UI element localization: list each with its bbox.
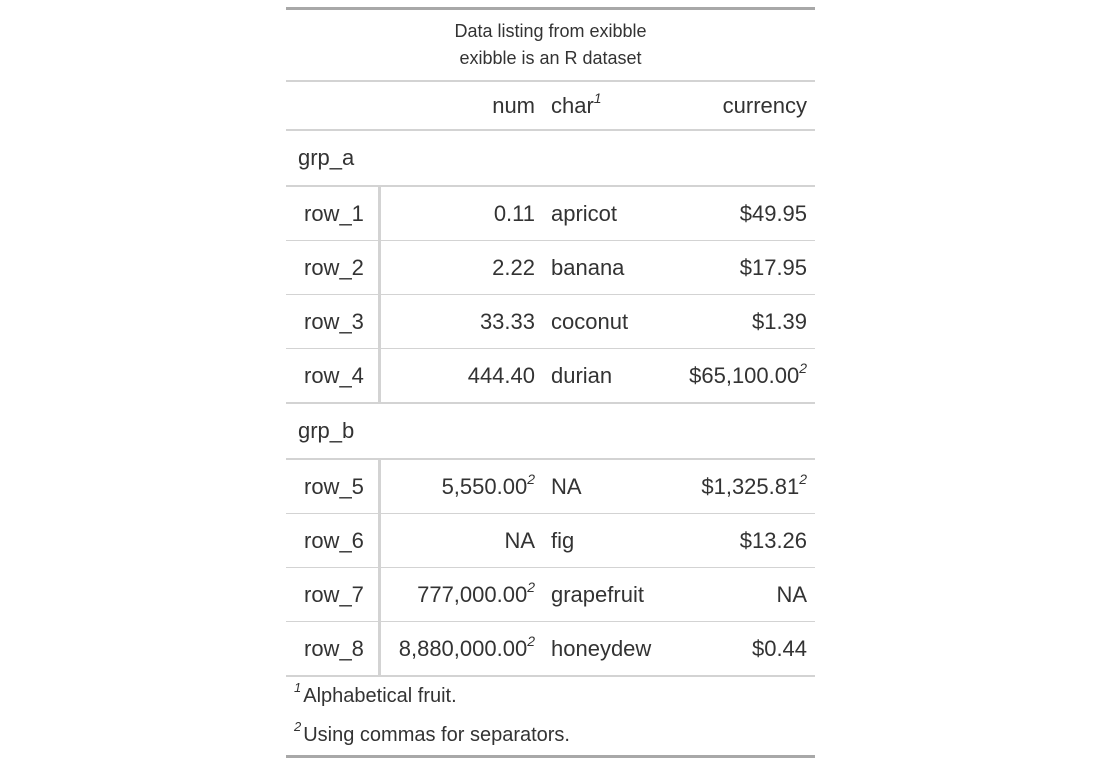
footnote-mark: 2	[799, 359, 808, 376]
footnote-mark: 2	[799, 470, 808, 487]
num-value: 0.11	[493, 200, 535, 226]
row-stub: row_3	[286, 295, 379, 349]
footnote-mark: 1	[593, 89, 602, 106]
currency-value: $17.95	[739, 254, 808, 280]
num-cell	[379, 349, 549, 404]
currency-cell	[677, 459, 815, 514]
table-row	[286, 186, 815, 241]
row-group-label: grp_a	[286, 130, 815, 186]
row-group-header	[286, 403, 815, 459]
footnotes-section	[286, 676, 815, 757]
footnote-mark: 1	[294, 680, 302, 695]
currency-value: $1,325.81	[701, 473, 800, 499]
num-value: 8,880,000.00	[398, 635, 528, 661]
row-stub: row_1	[286, 186, 379, 241]
table-subtitle: exibble is an R dataset	[286, 43, 815, 81]
char-cell: NA	[551, 473, 582, 499]
currency-cell	[677, 568, 815, 622]
currency-cell	[677, 295, 815, 349]
char-cell: banana	[549, 241, 677, 295]
currency-value: $13.26	[739, 527, 808, 553]
table-row	[286, 459, 815, 514]
row-group-header	[286, 130, 815, 186]
row-stub: row_6	[286, 514, 379, 568]
num-cell	[379, 186, 549, 241]
currency-cell	[677, 514, 815, 568]
num-value: 777,000.00	[417, 581, 528, 607]
footnote-text: Using commas for separators.	[303, 724, 570, 746]
num-cell	[379, 514, 549, 568]
currency-value: $65,100.00	[689, 362, 800, 388]
row-stub: row_8	[286, 622, 379, 677]
currency-cell	[677, 622, 815, 677]
table-row	[286, 514, 815, 568]
num-value: 2.22	[492, 254, 535, 280]
row-stub: row_2	[286, 241, 379, 295]
num-cell	[379, 568, 549, 622]
currency-value: NA	[776, 581, 808, 607]
footnote-mark: 2	[527, 470, 535, 487]
column-header-row	[286, 81, 815, 130]
num-cell	[379, 622, 549, 677]
row-stub: row_7	[286, 568, 379, 622]
table-container	[286, 7, 815, 758]
currency-cell	[677, 349, 815, 404]
table-row	[286, 295, 815, 349]
table-title: Data listing from exibble	[454, 21, 647, 41]
footnote	[294, 677, 815, 716]
table-row	[286, 622, 815, 677]
table-row	[286, 568, 815, 622]
row-stub: row_5	[286, 459, 379, 514]
char-cell: apricot	[551, 200, 618, 226]
currency-value: $0.44	[751, 635, 808, 661]
char-cell: durian	[549, 349, 677, 404]
column-header-currency: currency	[677, 81, 815, 130]
footnote-mark: 2	[294, 719, 302, 734]
column-header-char	[549, 81, 677, 130]
footnote-mark: 2	[527, 578, 535, 595]
currency-cell	[677, 241, 815, 295]
num-value: NA	[504, 527, 535, 553]
num-value: 5,550.00	[441, 473, 528, 499]
footnote-text: Alphabetical fruit.	[303, 685, 457, 707]
num-value: 33.33	[479, 308, 535, 334]
footnote	[294, 716, 815, 755]
data-table	[286, 7, 815, 758]
subtitle-row	[286, 43, 815, 81]
currency-value: $49.95	[739, 200, 808, 226]
char-cell: honeydew	[549, 622, 677, 677]
currency-value: $1.39	[751, 308, 808, 334]
stub-header	[286, 81, 379, 130]
currency-cell	[677, 186, 815, 241]
num-cell	[379, 295, 549, 349]
table-row	[286, 349, 815, 404]
char-cell: grapefruit	[549, 568, 677, 622]
row-stub: row_4	[286, 349, 379, 404]
column-header-char-label: char	[551, 92, 594, 118]
char-cell: fig	[549, 514, 677, 568]
column-header-num: num	[379, 81, 549, 130]
title-row	[286, 9, 815, 44]
num-cell	[379, 241, 549, 295]
char-cell: coconut	[549, 295, 677, 349]
footnote-mark: 2	[527, 632, 535, 649]
num-value: 444.40	[467, 362, 535, 388]
num-cell	[379, 459, 549, 514]
footnotes-cell	[286, 676, 815, 757]
table-row	[286, 241, 815, 295]
row-group-label: grp_b	[286, 403, 815, 459]
